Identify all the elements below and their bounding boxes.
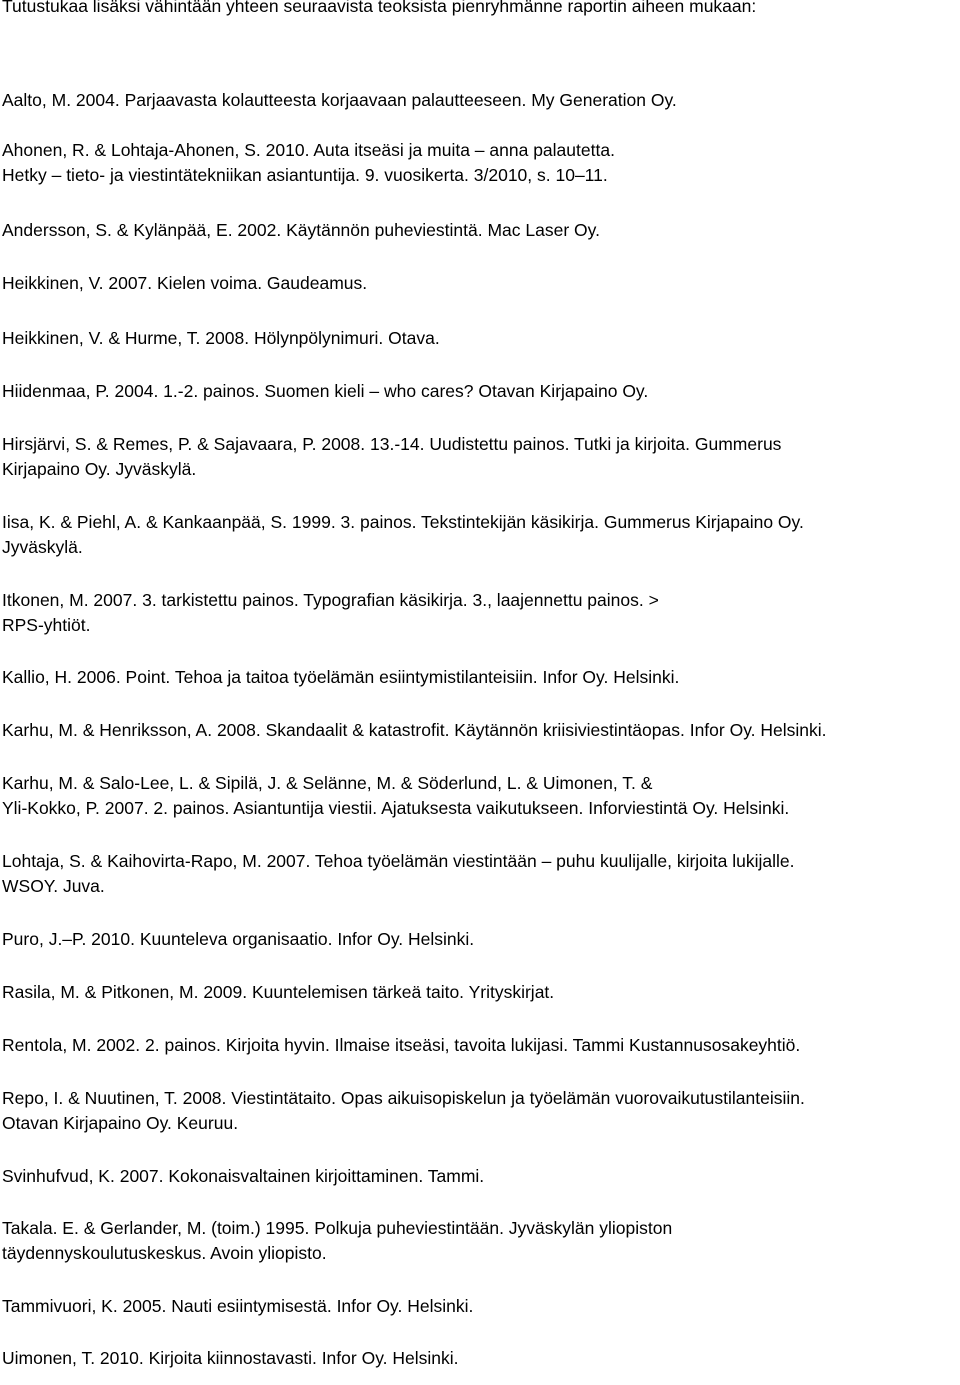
reference-entry — [2, 1346, 459, 1371]
reference-entry — [2, 1033, 800, 1058]
reference-line: Hiidenmaa, P. 2004. 1.-2. painos. Suomen kieli – who cares? Otavan Kirjapaino Oy. — [2, 381, 649, 401]
reference-entry — [2, 1216, 672, 1266]
reference-entry — [2, 218, 600, 243]
reference-line: Otavan Kirjapaino Oy. Keuruu. — [2, 1113, 239, 1133]
reference-entry — [2, 271, 367, 296]
reference-line: Heikkinen, V. 2007. Kielen voima. Gaudeamus. — [2, 273, 368, 293]
reference-line: Karhu, M. & Salo-Lee, L. & Sipilä, J. & Selänne, M. & Söderlund, L. & Uimonen, T. & — [2, 773, 653, 793]
reference-line: Hetky – tieto- ja viestintätekniikan asiantuntija. 9. vuosikerta. 3/2010, s. 10–11. — [2, 165, 608, 185]
reference-entry — [2, 927, 474, 952]
reference-line: Heikkinen, V. & Hurme, T. 2008. Hölynpölynimuri. Otava. — [2, 328, 440, 348]
reference-entry — [2, 588, 659, 638]
reference-line: Karhu, M. & Henriksson, A. 2008. Skandaalit & katastrofit. Käytännön kriisiviestintäopas. Infor Oy. Helsinki. — [2, 720, 827, 740]
reference-line: Kirjapaino Oy. Jyväskylä. — [2, 459, 197, 479]
reference-entry — [2, 1294, 473, 1319]
reference-entry — [2, 379, 648, 404]
reference-line: Iisa, K. & Piehl, A. & Kankaanpää, S. 1999. 3. painos. Tekstintekijän käsikirja. Gummerus Kirjapaino Oy. — [2, 512, 804, 532]
reference-line: Uimonen, T. 2010. Kirjoita kiinnostavasti. Infor Oy. Helsinki. — [2, 1348, 459, 1368]
reference-line: Yli-Kokko, P. 2007. 2. painos. Asiantuntija viestii. Ajatuksesta vaikutukseen. Inforviestintä Oy. Helsinki. — [2, 798, 790, 818]
reference-line: Kallio, H. 2006. Point. Tehoa ja taitoa työelämän esiintymistilanteisiin. Infor Oy. Helsinki. — [2, 667, 680, 687]
reference-line: Repo, I. & Nuutinen, T. 2008. Viestintätaito. Opas aikuisopiskelun ja työelämän vuorovaikutustilanteisiin. — [2, 1088, 805, 1108]
reference-entry — [2, 665, 679, 690]
reference-line: Itkonen, M. 2007. 3. tarkistettu painos. Typografian käsikirja. 3., laajennettu painos. > — [2, 590, 659, 610]
reference-line: Takala. E. & Gerlander, M. (toim.) 1995. Polkuja puheviestintään. Jyväskylän yliopiston — [2, 1218, 673, 1238]
reference-line: Aalto, M. 2004. Parjaavasta kolautteesta korjaavaan palautteeseen. My Generation Oy. — [2, 90, 677, 110]
reference-entry — [2, 980, 554, 1005]
reference-line: RPS-yhtiöt. — [2, 615, 91, 635]
reference-entry — [2, 88, 677, 113]
reference-entry — [2, 1086, 805, 1136]
reference-line: Rasila, M. & Pitkonen, M. 2009. Kuuntelemisen tärkeä taito. Yrityskirjat. — [2, 982, 555, 1002]
reference-line: Tammivuori, K. 2005. Nauti esiintymisestä. Infor Oy. Helsinki. — [2, 1296, 474, 1316]
reference-entry — [2, 1164, 484, 1189]
reference-line: täydennyskoulutuskeskus. Avoin yliopisto. — [2, 1243, 327, 1263]
reference-entry — [2, 432, 781, 482]
reference-line: Jyväskylä. — [2, 537, 83, 557]
reference-line: Puro, J.–P. 2010. Kuunteleva organisaatio. Infor Oy. Helsinki. — [2, 929, 475, 949]
reference-entry — [2, 138, 615, 188]
reference-entry — [2, 510, 804, 560]
reference-line: Lohtaja, S. & Kaihovirta-Rapo, M. 2007. Tehoa työelämän viestintään – puhu kuulijalle, kirjoita lukijalle. — [2, 851, 795, 871]
reference-line: Hirsjärvi, S. & Remes, P. & Sajavaara, P. 2008. 13.-14. Uudistettu painos. Tutki ja kirjoita. Gummerus — [2, 434, 782, 454]
reference-entry — [2, 718, 827, 743]
reference-line: Rentola, M. 2002. 2. painos. Kirjoita hyvin. Ilmaise itseäsi, tavoita lukijasi. Tammi Kustannusosakeyhtiö. — [2, 1035, 801, 1055]
reference-entry — [2, 326, 440, 351]
reference-entry — [2, 771, 789, 821]
reference-line: WSOY. Juva. — [2, 876, 105, 896]
reference-line: Andersson, S. & Kylänpää, E. 2002. Käytännön puheviestintä. Mac Laser Oy. — [2, 220, 600, 240]
reference-line: Ahonen, R. & Lohtaja-Ahonen, S. 2010. Auta itseäsi ja muita – anna palautetta. — [2, 140, 615, 160]
reference-entry — [2, 849, 795, 899]
intro-text: Tutustukaa lisäksi vähintään yhteen seuraavista teoksista pienryhmänne raportin aiheen mukaan: — [2, 0, 757, 16]
reference-line: Svinhufvud, K. 2007. Kokonaisvaltainen kirjoittaminen. Tammi. — [2, 1166, 485, 1186]
